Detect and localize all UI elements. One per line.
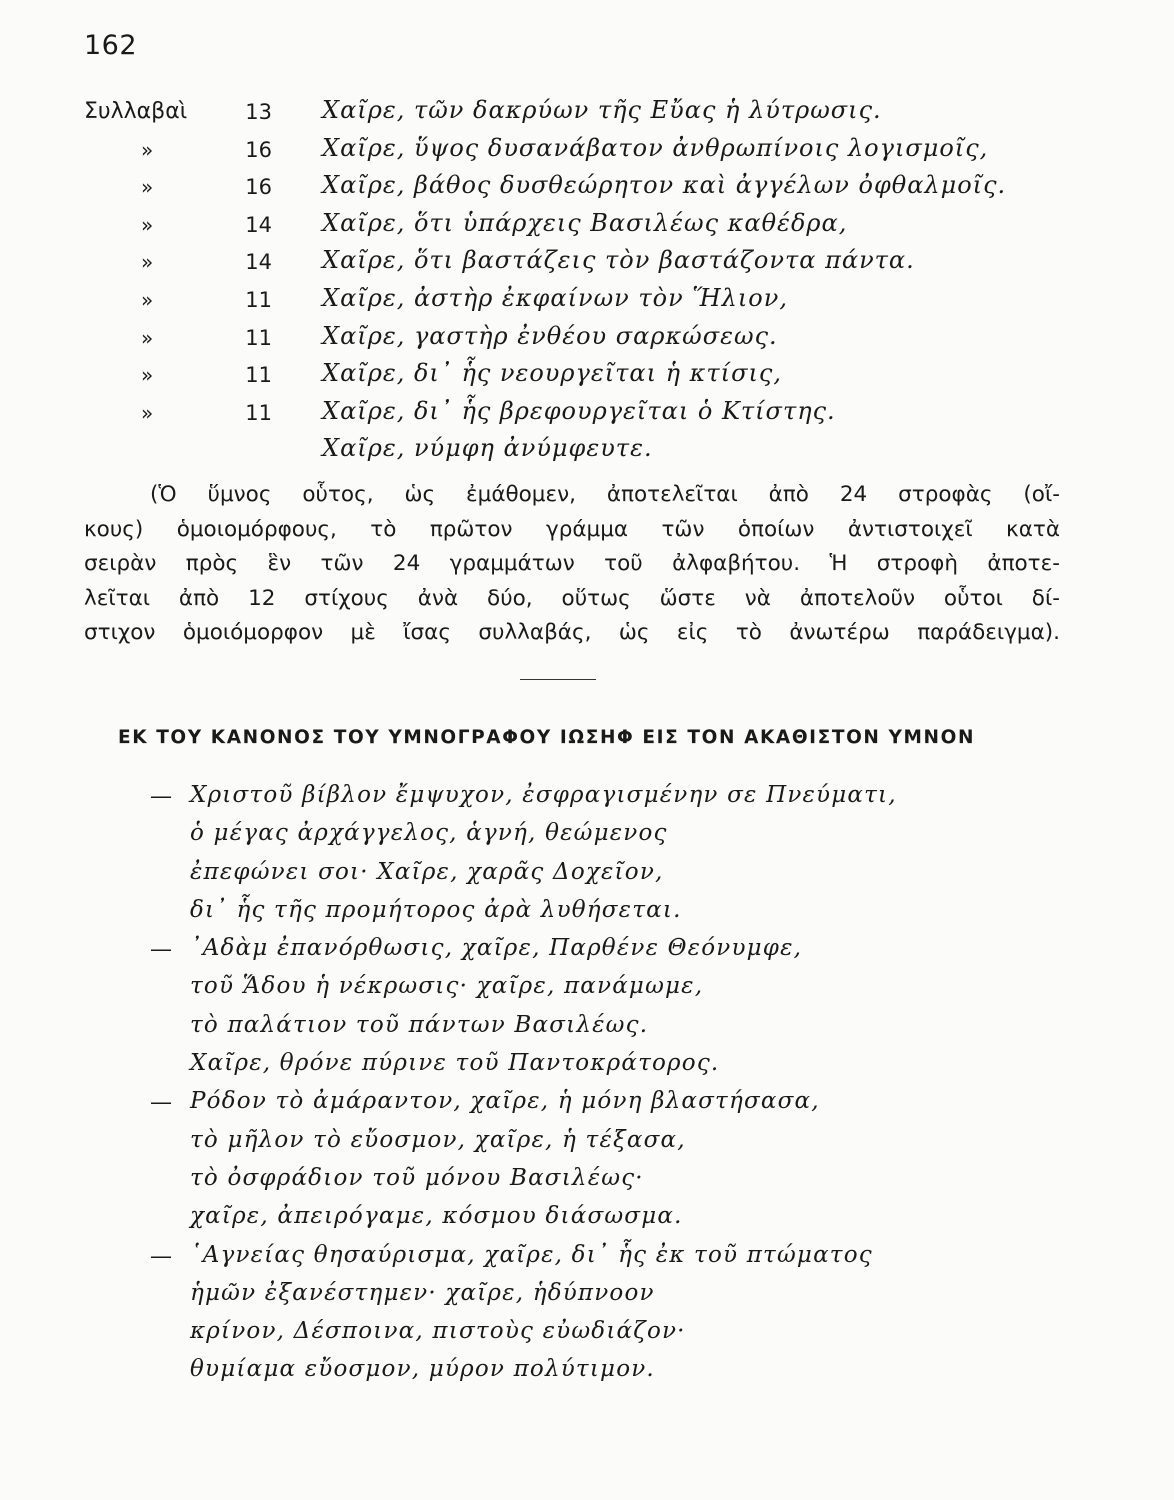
poem-line-text: θυμίαμα εὔοσμον, μύρον πολύτιμον. <box>190 1356 655 1383</box>
poem-line-text: τὸ παλάτιον τοῦ πάντων Βασιλέως. <box>190 1011 649 1038</box>
syllable-count: 11 <box>245 325 272 350</box>
verse-line: Χαῖρε, ὅτι ὑπάρχεις Βασιλέως καθέδρα, <box>322 208 848 237</box>
syllable-count: 16 <box>245 175 272 200</box>
syllable-label: Συλλαβαὶ <box>84 99 188 124</box>
note-line: στιχον ὁμοιόμορφον μὲ ἴσας συλλαβάς, ὡς εἰς τὸ ἀνωτέρω παράδειγμα). <box>84 620 1060 645</box>
syllable-count: 14 <box>245 250 272 275</box>
section-divider <box>520 679 596 680</box>
poem-line-text: ἐπεφώνει σοι· Χαῖρε, χαρᾶς Δοχεῖον, <box>190 858 664 885</box>
syllable-count: 11 <box>245 287 272 312</box>
verse-line: Χαῖρε, ὅτι βαστάζεις τὸν βαστάζοντα πάντα. <box>322 246 915 275</box>
poem-line-text: ᾽Αδὰμ ἐπανόρθωσις, χαῖρε, Παρθένε Θεόνυμφε, <box>190 935 803 962</box>
syllable-count: 13 <box>245 100 272 124</box>
poem-line-text: ἡμῶν ἐξανέστημεν· χαῖρε, ἡδύπνοον <box>190 1279 655 1306</box>
poem-line-text: χαῖρε, ἀπειρόγαμε, κόσμου διάσωσμα. <box>190 1203 683 1230</box>
poem-line-text: Ρόδον τὸ ἀμάραντον, χαῖρε, ἡ μόνη βλαστήσασα, <box>190 1088 820 1115</box>
verse-line: Χαῖρε, δι᾽ ἧς βρεφουργεῖται ὁ Κτίστης. <box>322 396 836 425</box>
syllable-count: 16 <box>245 137 272 162</box>
ditto-mark: » <box>141 212 154 237</box>
note-line: λεῖται ἀπὸ 12 στίχους ἀνὰ δύο, οὕτως ὥστε νὰ ἀποτελοῦν οὗτοι δί- <box>84 585 1060 611</box>
note-line: σειρὰν πρὸς ἓν τῶν 24 γραμμάτων τοῦ ἀλφαβήτου. Ἡ στροφὴ ἀποτε- <box>84 551 1060 576</box>
ditto-mark: » <box>141 250 154 275</box>
poem-line-text: Χριστοῦ βίβλον ἔμψυχον, ἐσφραγισμένην σε Πνεύματι, <box>190 782 897 808</box>
poem-line-text: τοῦ Ἅδου ἡ νέκρωσις· χαῖρε, πανάμωμε, <box>190 973 704 1000</box>
verse-line: Χαῖρε, τῶν δακρύων τῆς Εὔας ἡ λύτρωσις. <box>322 96 882 124</box>
ditto-mark: » <box>141 363 154 388</box>
syllable-count: 11 <box>245 363 272 388</box>
verse-line: Χαῖρε, δι᾽ ἧς νεουργεῖται ἡ κτίσις, <box>322 359 782 388</box>
page-number: 162 <box>84 30 138 61</box>
verse-line: Χαῖρε, ἀστὴρ ἐκφαίνων τὸν Ἥλιον, <box>322 283 788 312</box>
note-line: (Ὁ ὕμνος οὗτος, ὡς ἐμάθομεν, ἀποτελεῖται ἀπὸ 24 στροφὰς (οἴ- <box>150 482 1060 507</box>
verse-line: Χαῖρε, γαστὴρ ἐνθέου σαρκώσεως. <box>322 321 778 350</box>
syllable-count: 14 <box>245 212 272 237</box>
ditto-mark: » <box>141 137 154 162</box>
poem-line-text: τὸ μῆλον τὸ εὔοσμον, χαῖρε, ἡ τέξασα, <box>190 1126 686 1153</box>
verse-line: Χαῖρε, βάθος δυσθεώρητον καὶ ἀγγέλων ὀφθαλμοῖς. <box>322 171 1007 200</box>
ditto-mark: » <box>141 325 154 350</box>
ditto-mark: » <box>141 287 154 312</box>
em-dash: — <box>150 784 174 809</box>
syllable-count: 11 <box>245 400 272 425</box>
poem-line-text: τὸ ὀσφράδιον τοῦ μόνου Βασιλέως· <box>190 1164 644 1191</box>
poem-line-text: ῾Αγνείας θησαύρισμα, χαῖρε, δι᾽ ἧς ἐκ τοῦ πτώματος <box>190 1241 873 1268</box>
ditto-mark: » <box>141 175 154 200</box>
em-dash: — <box>150 1090 174 1116</box>
verse-line: Χαῖρε, ὕψος δυσανάβατον ἀνθρωπίνοις λογισμοῖς, <box>322 133 989 162</box>
ditto-mark: » <box>141 400 154 425</box>
poem-line-text: Χαῖρε, θρόνε πύρινε τοῦ Παντοκράτορος. <box>190 1050 720 1077</box>
section-heading: ΕΚ ΤΟΥ ΚΑΝΟΝΟΣ ΤΟΥ ΥΜΝΟΓΡΑΦΟΥ ΙΩΣΗΦ ΕΙΣ ΤΟΝ ΑΚΑΘΙΣΤΟΝ ΥΜΝΟΝ <box>118 727 976 748</box>
em-dash: — <box>150 937 174 963</box>
note-line: κους) ὁμοιομόρφους, τὸ πρῶτον γράμμα τῶν ὁποίων ἀντιστοιχεῖ κατὰ <box>84 516 1060 542</box>
poem-line-text: κρίνον, Δέσποινα, πιστοὺς εὐωδιάζον· <box>190 1318 686 1345</box>
poem-line-text: δι᾽ ἧς τῆς προμήτορος ἀρὰ λυθήσεται. <box>190 896 682 923</box>
verse-line: Χαῖρε, νύμφη ἀνύμφευτε. <box>322 434 653 463</box>
em-dash: — <box>150 1243 174 1269</box>
explanatory-note <box>84 478 1060 651</box>
poem-line-text: ὁ μέγας ἀρχάγγελος, ἁγνή, θεώμενος <box>190 820 668 847</box>
